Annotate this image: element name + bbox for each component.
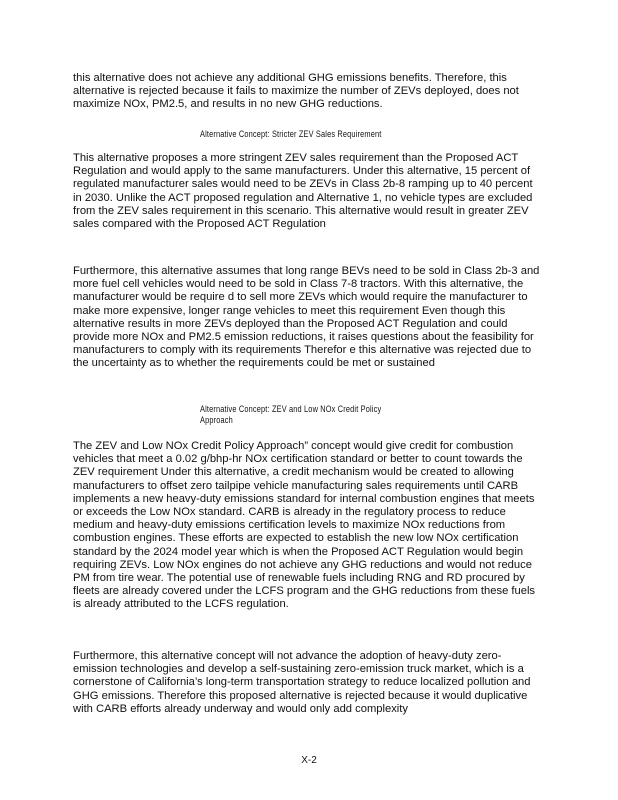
paragraph-stricter-zev-rejection: Furthermore, this alternative assumes that long range BEVs need to be sold in Class 2b-3 and more fuel cell vehicles would need to be sold in Class 7-8 tractors. With this alternative, the manufacturer would be require d to sell more ZEVs which would require the manufacturer to make more expensive, longer range vehicles to meet this requirement Even though this alternative results in more ZEVs deployed than the Proposed ACT Regulation and could provide more NOx and PM2.5 emission reductions, it raises questions about the feasibility for manufacturers to comply with its requirements Therefor e this alternative was rejected due to the uncertainty as to whether the requirements could be met or sustained — [73, 265, 540, 370]
paragraph-rejection-summary: this alternative does not achieve any additional GHG emissions benefits. Therefore, this alternative is rejected because it fails to maximize the number of ZEVs deployed, does not maximize NOx, PM2.5, and results in no new GHG reductions. — [73, 72, 519, 111]
section-heading-line-2: Approach — [200, 415, 233, 425]
section-heading-low-nox-credit — [200, 404, 462, 426]
section-heading-line-1: Alternative Concept: ZEV and Low NOx Credit Policy — [200, 404, 382, 414]
paragraph-low-nox-description: The ZEV and Low NOx Credit Policy Approach” concept would give credit for combustion vehicles that meet a 0.02 g/bhp-hr NOx certification standard or better to count towards the ZEV requirement Under this alternative, a credit mechanism would be created to allowing manufacturers to offset zero tailpipe vehicle manufacturing sales requirements until CARB implements a new heavy-duty emissions standard for internal combustion engines that meets or exceeds the Low NOx standard. CARB is already in the regulatory process to reduce medium and heavy-duty emissions certification levels to maximize NOx reductions from combustion engines. These efforts are expected to establish the new low NOx certification standard by the 2024 model year which is when the Proposed ACT Regulation would begin requiring ZEVs. Low NOx engines do not achieve any GHG reductions and would not reduce PM from tire wear. The potential use of renewable fuels including RNG and RD procured by fleets are already covered under the LCFS program and the GHG reductions from these fuels is already attributed to the LCFS regulation. — [73, 440, 536, 611]
paragraph-stricter-zev-description: This alternative proposes a more stringent ZEV sales requirement than the Proposed ACT Regulation and would apply to the same manufacturers. Under this alternative, 15 percent of regulated manufacturer sales would need to be ZEVs in Class 2b-8 ramping up to 40 percent in 2030. Unlike the ACT proposed regulation and Alternative 1, no vehicle types are excluded from the ZEV sales requirement in this scenario. This alternative would result in greater ZEV sales compared with the Proposed ACT Regulation — [73, 152, 533, 231]
page-number: X-2 — [301, 755, 317, 766]
section-heading-stricter-zev: Alternative Concept: Stricter ZEV Sales Requirement — [200, 129, 382, 139]
paragraph-low-nox-rejection: Furthermore, this alternative concept will not advance the adoption of heavy-duty zero-emission technologies and develop a self-sustaining zero-emission truck market, which is a cornerstone of California’s long-term transportation strategy to reduce localized pollution and GHG emissions. Therefore this proposed alternative is rejected because it would duplicative with CARB efforts already underway and would only add complexity — [73, 650, 531, 715]
